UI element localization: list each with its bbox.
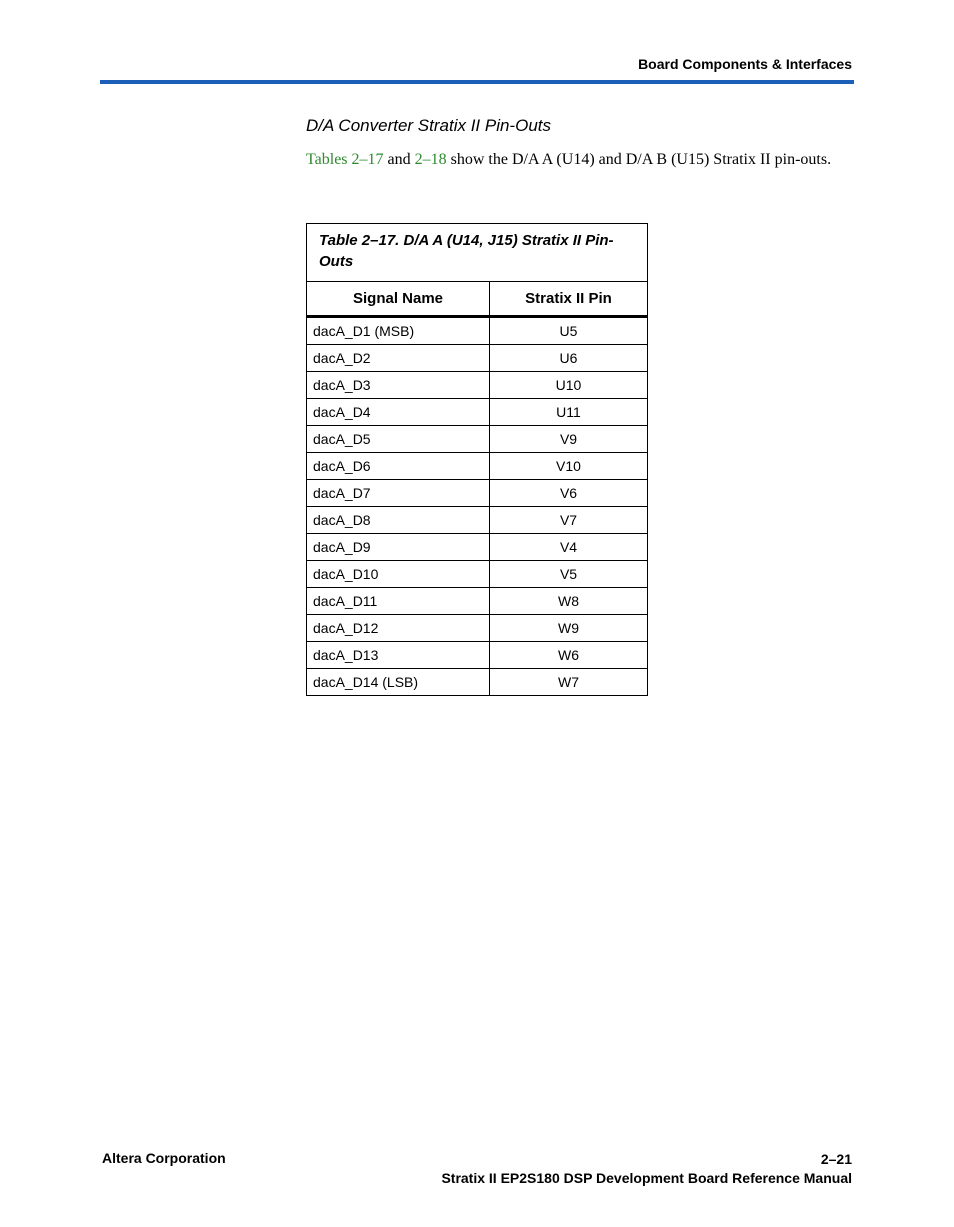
intro-text-1: and [383,151,415,168]
section-heading: D/A Converter Stratix II Pin-Outs [306,116,551,135]
pin-cell: W7 [490,669,648,696]
signal-name-cell: dacA_D9 [307,534,490,561]
pin-cell: W9 [490,615,648,642]
pin-cell: U5 [490,317,648,345]
pin-cell: W6 [490,642,648,669]
pin-cell: V7 [490,507,648,534]
running-header: Board Components & Interfaces [638,56,852,72]
intro-text-2: show the D/A A (U14) and D/A B (U15) Stratix II pin-outs. [446,151,832,168]
signal-name-cell: dacA_D8 [307,507,490,534]
pin-cell: W8 [490,588,648,615]
column-header-stratix-pin: Stratix II Pin [490,282,648,317]
pin-cell: U11 [490,399,648,426]
manual-title: Stratix II EP2S180 DSP Development Board Reference Manual [441,1170,852,1186]
page-number: 2–21 [820,1151,852,1167]
table-row [307,480,648,507]
signal-name-cell: dacA_D7 [307,480,490,507]
signal-name-cell: dacA_D10 [307,561,490,588]
signal-name-cell: dacA_D2 [307,345,490,372]
table-caption: Table 2–17. D/A A (U14, J15) Stratix II Pin-Outs [307,224,648,282]
footer-right [441,1150,852,1188]
pin-cell: V6 [490,480,648,507]
table-2-18-link[interactable]: 2–18 [414,151,447,168]
pin-cell: V9 [490,426,648,453]
table-row [307,372,648,399]
table-row [307,642,648,669]
signal-name-cell: dacA_D4 [307,399,490,426]
table-row [307,345,648,372]
pin-cell: V5 [490,561,648,588]
table-row [307,669,648,696]
intro-paragraph [306,149,854,171]
signal-name-cell: dacA_D6 [307,453,490,480]
pin-cell: V10 [490,453,648,480]
table-row [307,426,648,453]
table-row [307,399,648,426]
signal-name-cell: dacA_D3 [307,372,490,399]
pin-cell: U6 [490,345,648,372]
signal-name-cell: dacA_D11 [307,588,490,615]
table-row [307,453,648,480]
table-row [307,507,648,534]
pin-cell: V4 [490,534,648,561]
footer-company: Altera Corporation [102,1150,226,1166]
pinout-table [306,223,648,696]
signal-name-cell: dacA_D5 [307,426,490,453]
signal-name-cell: dacA_D1 (MSB) [307,317,490,345]
table-row [307,615,648,642]
table-row [307,534,648,561]
table-row [307,588,648,615]
tables-2-17-link[interactable]: Tables 2–17 [306,151,384,168]
column-header-signal-name: Signal Name [307,282,490,317]
header-rule [100,80,854,84]
pin-cell: U10 [490,372,648,399]
signal-name-cell: dacA_D13 [307,642,490,669]
table-row [307,561,648,588]
signal-name-cell: dacA_D12 [307,615,490,642]
table-row [307,317,648,345]
signal-name-cell: dacA_D14 (LSB) [307,669,490,696]
